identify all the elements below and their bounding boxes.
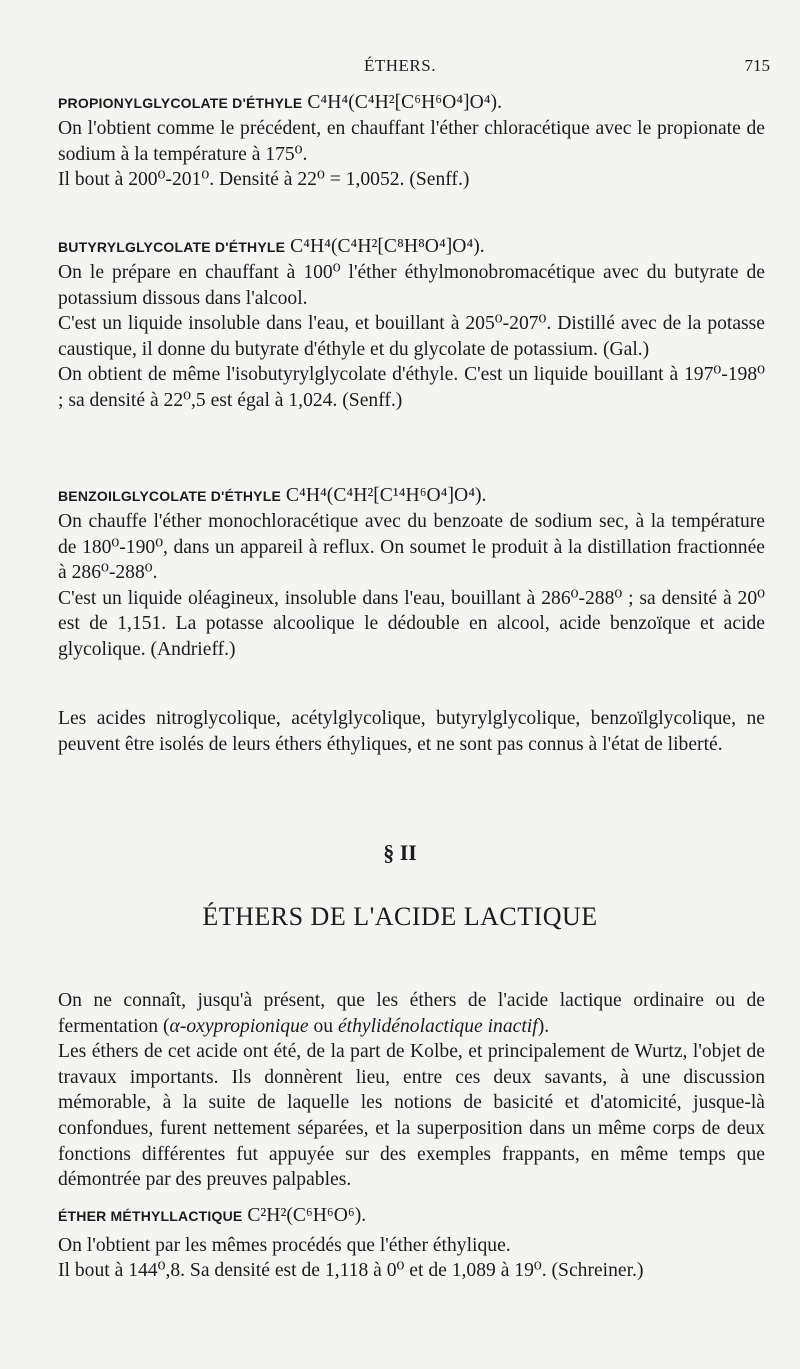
compound-formula: C⁴H⁴(C⁴H²[C⁶H⁶O⁴]O⁴). <box>307 92 502 113</box>
running-title: ÉTHERS. <box>364 56 436 75</box>
italic-term: éthylidénolactique inactif <box>337 1015 538 1037</box>
paragraph: On l'obtient par les mêmes procédés que l'éther éthylique. <box>58 1234 511 1256</box>
paragraph: On obtient de même l'isobutyrylglycolate d'éthyle. C'est un liquide bouillant à 197⁰-198⁰ ; sa densité à 22⁰,5 est égal à 1,024. (Senff.) <box>58 364 765 411</box>
italic-term: α-oxypropionique <box>169 1015 309 1037</box>
page-number: 715 <box>744 56 770 75</box>
compound-formula: C²H²(C⁶H⁶O⁶). <box>247 1204 367 1226</box>
entry-heading <box>58 234 765 260</box>
compound-name: PROPIONYLGLYCOLATE D'ÉTHYLE <box>58 95 303 111</box>
text-run: On ne connaît, jusqu'à présent, que les éthers de l'acide lactique ordinaire ou de fermentation ( <box>58 990 765 1037</box>
paragraph: C'est un liquide oléagineux, insoluble dans l'eau, bouillant à 286⁰-288⁰ ; sa densité à 20⁰ est de 1,151. La potasse alcoolique le dédouble en alcool, acide benzoïque et acide glycolique. (Andrieff.) <box>58 587 765 660</box>
paragraph: Les acides nitroglycolique, acétylglycolique, butyrylglycolique, benzoïlglycolique, ne peuvent être isolés de leurs éthers éthyliques, et ne sont pas connus à l'état de liberté. <box>58 708 765 755</box>
compound-name: BUTYRYLGLYCOLATE D'ÉTHYLE <box>58 239 286 255</box>
paragraph: Il bout à 144⁰,8. Sa densité est de 1,118 à 0⁰ et de 1,089 à 19⁰. (Schreiner.) <box>58 1260 644 1282</box>
paragraph: C'est un liquide insoluble dans l'eau, et bouillant à 205⁰-207⁰. Distillé avec de la potasse caustique, il donne du butyrate d'éthyle et du glycolate de potassium. (Gal.) <box>58 313 765 360</box>
paragraph: Il bout à 200⁰-201⁰. Densité à 22⁰ = 1,0052. (Senff.) <box>58 169 470 191</box>
compound-name: ÉTHER MÉTHYLLACTIQUE <box>58 1207 243 1224</box>
paragraph: Les éthers de cet acide ont été, de la part de Kolbe, et principalement de Wurtz, l'objet de travaux importants. Ils donnèrent lieu, entre ces deux savants, à une discussion mémorable, à la suite de laquelle les notions de basicité et d'atomicité, jusque-là confondues, furent nettement séparées, et la superposition dans un même corps de deux fonctions différentes fut appuyée sur des exemples frappants, en même temps que démontrée par des preuves palpables. <box>58 1041 765 1191</box>
text-run: ou <box>308 1015 338 1037</box>
section-number: § II <box>383 840 417 865</box>
compound-formula: C⁴H⁴(C⁴H²[C¹⁴H⁶O⁴]O⁴). <box>285 485 487 506</box>
compound-name: BENZOILGLYCOLATE D'ÉTHYLE <box>58 488 282 504</box>
entry-benzoilglycolate <box>58 483 765 663</box>
entry-butyrylglycolate <box>58 234 765 414</box>
page-header <box>0 56 800 80</box>
paragraph: On le prépare en chauffant à 100⁰ l'éther éthylmonobromacétique avec du butyrate de potassium dissous dans l'alcool. <box>58 262 765 309</box>
paragraph: On l'obtient comme le précédent, en chauffant l'éther chloracétique avec le propionate de sodium à la température à 175⁰. <box>58 118 765 165</box>
entry-heading <box>58 483 765 509</box>
entry-propionylglycolate <box>58 90 765 193</box>
compound-formula: C⁴H⁴(C⁴H²[C⁸H⁸O⁴]O⁴). <box>290 236 485 257</box>
entry-heading <box>58 90 765 116</box>
section-title: ÉTHERS DE L'ACIDE LACTIQUE <box>202 902 598 931</box>
note-acids <box>58 706 765 757</box>
paragraph: On chauffe l'éther monochloracétique avec du benzoate de sodium sec, à la température de 180⁰-190⁰, dans un appareil à reflux. On soumet le produit à la distillation fractionnée à 286⁰-288⁰. <box>58 511 765 584</box>
lactic-section <box>58 988 765 1284</box>
text-run: ). <box>537 1015 550 1037</box>
paragraph-intro <box>58 988 765 1039</box>
entry-heading <box>58 1203 765 1229</box>
